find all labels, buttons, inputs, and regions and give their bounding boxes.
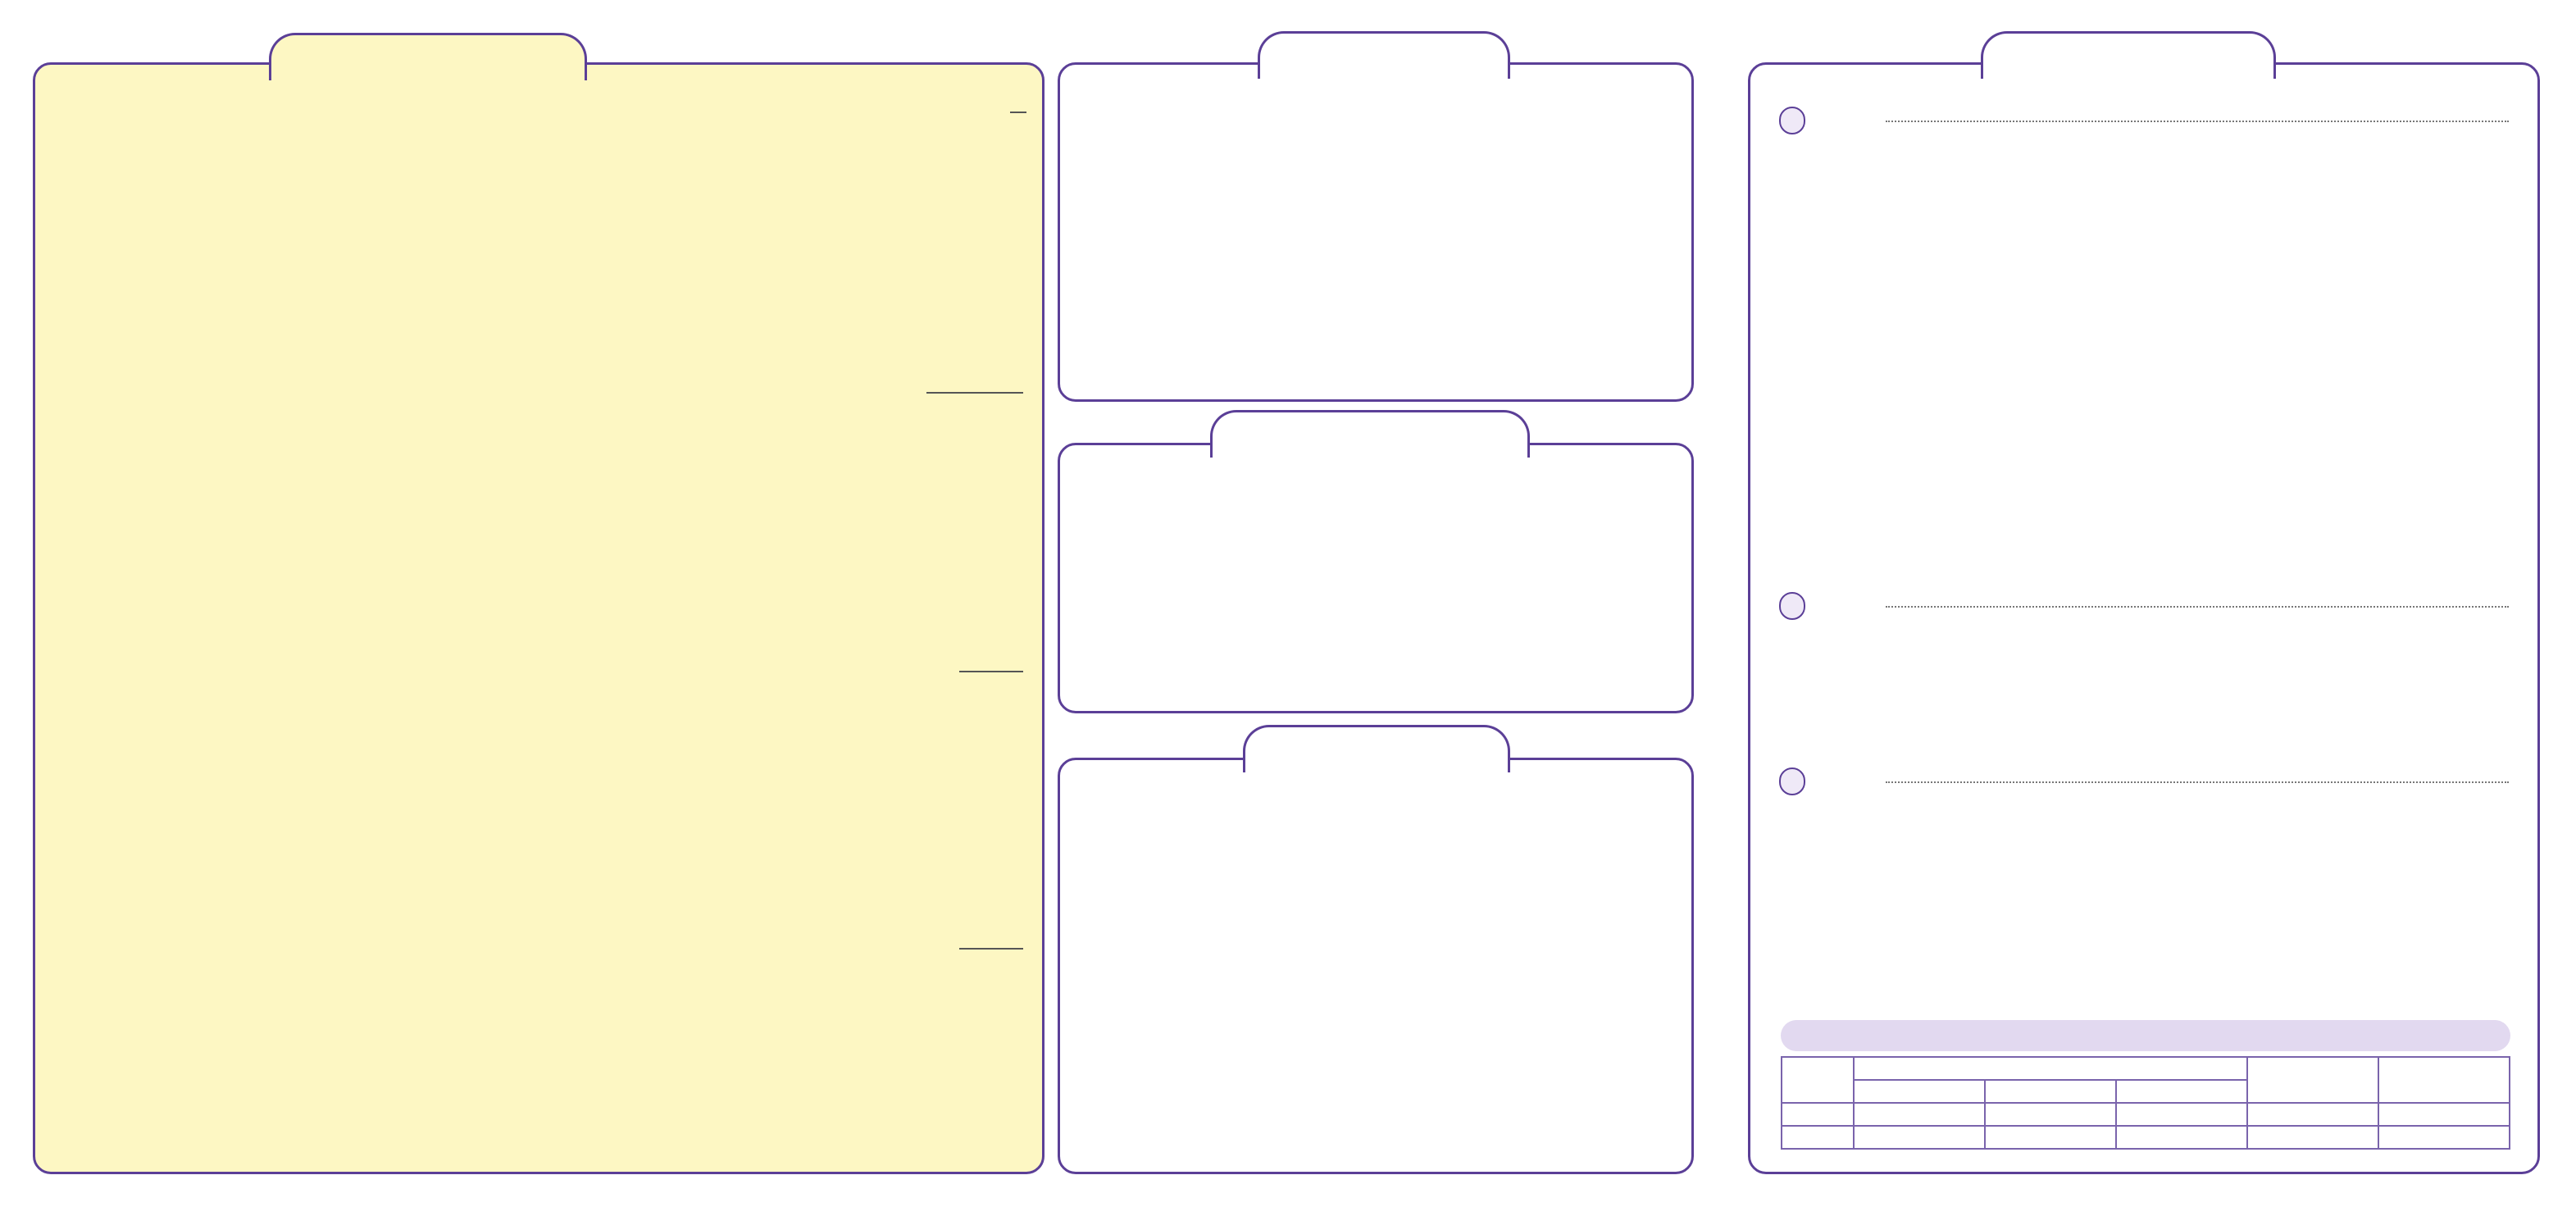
duty-head-gubun — [1782, 1057, 1854, 1103]
duty-row-rep — [1782, 1103, 2510, 1126]
duty-head-wed — [2247, 1057, 2378, 1103]
verse-title-rule — [1010, 112, 1026, 113]
section-rule-recruit — [1886, 606, 2509, 608]
news-panel — [1748, 62, 2540, 1174]
duty-title-bar — [1781, 1020, 2510, 1051]
schedule-title-tab — [1243, 725, 1510, 772]
duty-head-part3 — [2116, 1080, 2247, 1103]
sunday-panel — [33, 62, 1045, 1174]
duty-table — [1781, 1056, 2510, 1150]
duty-head-part2 — [1985, 1080, 2116, 1103]
section-pill-notice — [1779, 767, 1805, 795]
sunday-title-tab — [269, 33, 587, 80]
section-pill-recruit — [1779, 592, 1805, 620]
section-pill-events — [1779, 107, 1805, 134]
offer-title-rule — [959, 948, 1023, 950]
host-title-rule — [926, 392, 1023, 394]
duty-head-sunday — [1854, 1057, 2247, 1080]
friday-panel — [1058, 443, 1694, 713]
wednesday-title-tab — [1258, 31, 1510, 79]
schedule-panel — [1058, 758, 1694, 1174]
duty-head-fri — [2378, 1057, 2510, 1103]
duty-row-offer — [1782, 1126, 2510, 1149]
wednesday-panel — [1058, 62, 1694, 402]
section-rule-notice — [1886, 781, 2509, 783]
news-title-tab — [1981, 31, 2276, 79]
duty-head-part1 — [1854, 1080, 1985, 1103]
section-rule-events — [1886, 121, 2509, 122]
friday-title-tab — [1210, 410, 1530, 458]
rep-title-rule — [959, 671, 1023, 672]
